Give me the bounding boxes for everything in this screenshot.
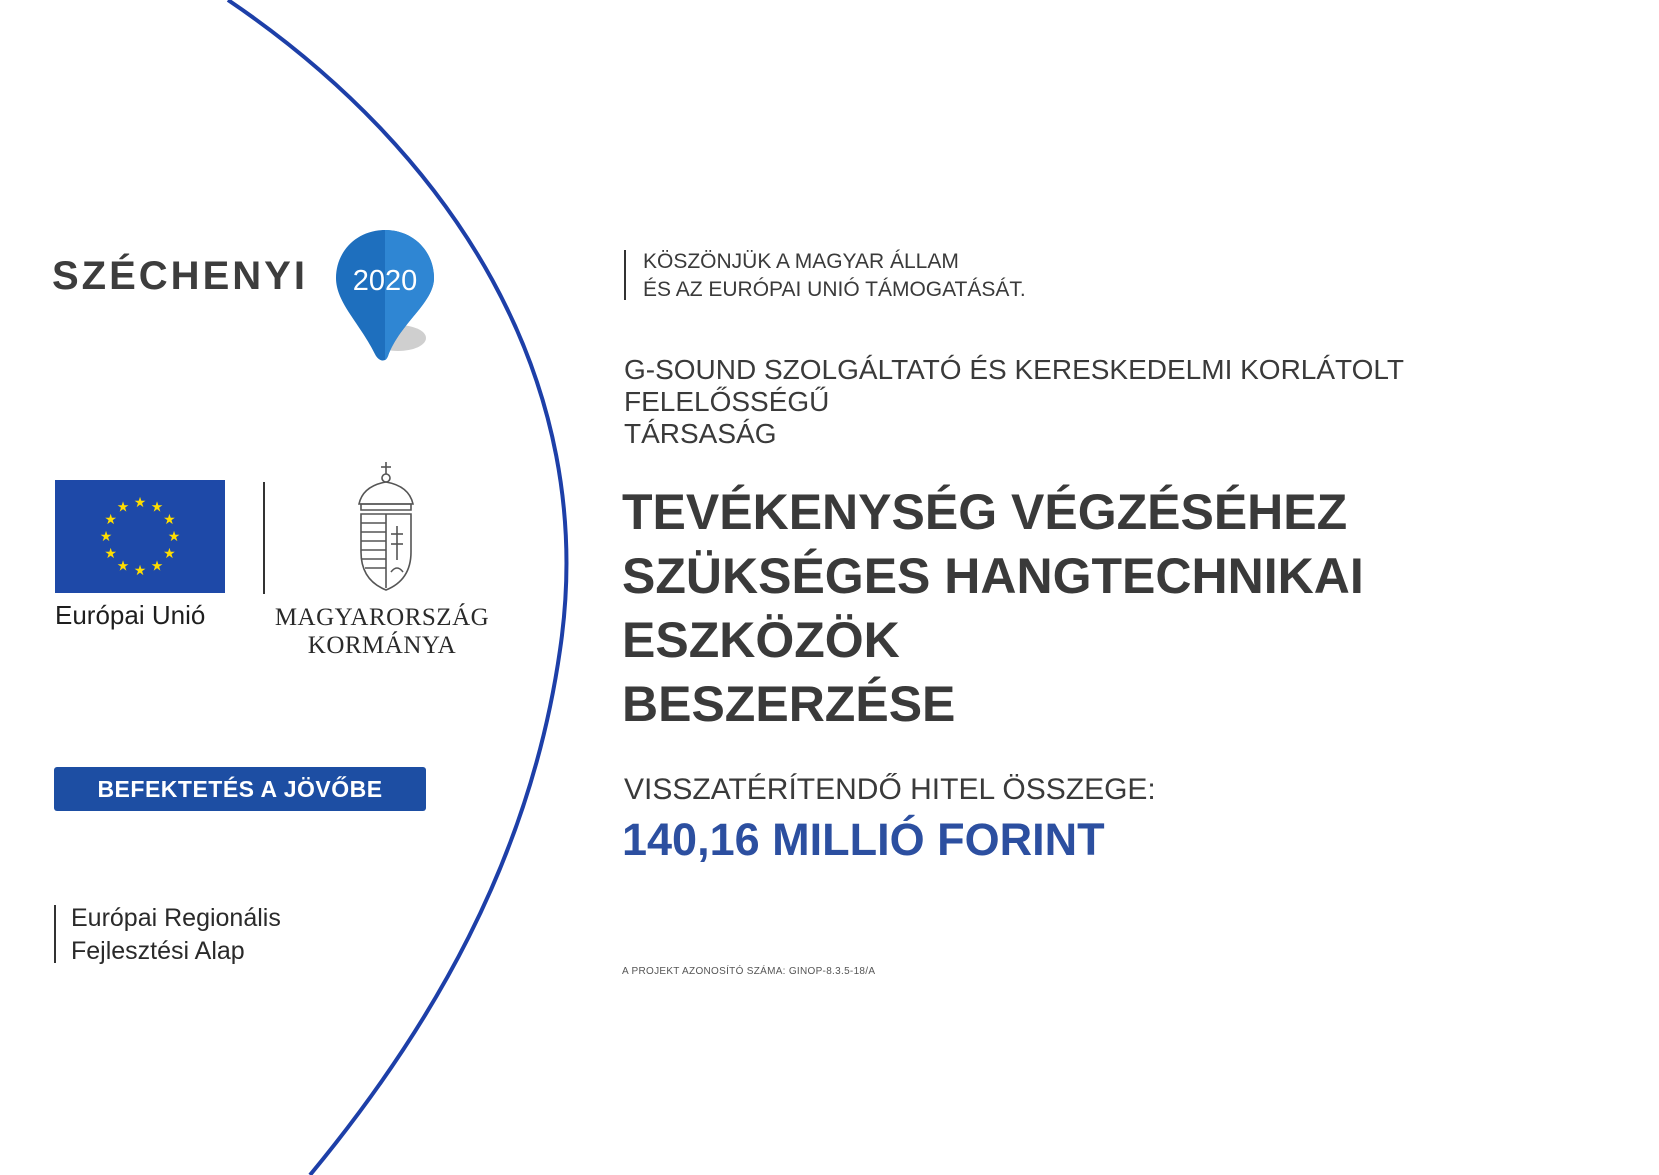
szechenyi-year: 2020: [352, 265, 418, 297]
eu-star-icon: ★: [116, 499, 130, 516]
loan-label: VISSZATÉRÍTENDŐ HITEL ÖSSZEGE:: [624, 773, 1156, 806]
logo-separator: [263, 482, 265, 594]
thanks-text: [643, 248, 1026, 304]
fund-label: [71, 902, 281, 968]
company-name: [624, 354, 1404, 450]
company-line3: TÁRSASÁG: [624, 418, 777, 449]
eu-star-icon: ★: [163, 546, 176, 562]
company-line1: G-SOUND SZOLGÁLTATÓ ÉS KERESKEDELMI KORLÁTOLT: [624, 354, 1405, 385]
eu-star-icon: ★: [133, 495, 147, 511]
government-label: [262, 604, 502, 660]
eu-star-icon: ★: [163, 512, 176, 528]
thanks-separator: [624, 250, 626, 300]
eu-star-icon: ★: [104, 512, 117, 528]
eu-label: Európai Unió: [55, 600, 206, 630]
thanks-line2: ÉS AZ EURÓPAI UNIÓ TÁMOGATÁSÁT.: [643, 278, 1026, 301]
government-label-line1: MAGYARORSZÁG: [274, 604, 490, 631]
eu-star-icon: ★: [133, 563, 147, 579]
project-title-line2: SZÜKSÉGES HANGTECHNIKAI: [622, 548, 1364, 604]
government-label-line2: KORMÁNYA: [307, 632, 457, 659]
eu-flag-icon: [55, 480, 225, 593]
fund-separator: [54, 905, 56, 963]
project-title-line1: TEVÉKENYSÉG VÉGZÉSÉHEZ: [622, 484, 1348, 540]
project-id: A PROJEKT AZONOSÍTÓ SZÁMA: GINOP-8.3.5-18/A: [622, 966, 876, 977]
eu-star-icon: ★: [150, 499, 164, 516]
loan-amount: 140,16 MILLIÓ FORINT: [622, 814, 1105, 865]
eu-star-icon: ★: [104, 546, 117, 562]
eu-star-icon: ★: [167, 529, 181, 545]
project-title-line4: BESZERZÉSE: [622, 676, 956, 732]
thanks-line1: KÖSZÖNJÜK A MAGYAR ÁLLAM: [643, 250, 959, 273]
map-pin-icon: [330, 228, 440, 363]
slogan-banner: BEFEKTETÉS A JÖVŐBE: [54, 767, 426, 811]
eu-star-icon: ★: [99, 529, 113, 545]
szechenyi-logo-text: SZÉCHENYI: [52, 254, 308, 298]
eu-star-icon: ★: [150, 558, 164, 575]
hungarian-coat-of-arms-icon: [353, 460, 419, 592]
fund-label-line1: Európai Regionális: [71, 904, 281, 932]
fund-label-line2: Fejlesztési Alap: [71, 937, 245, 965]
company-line2: FELELŐSSÉGŰ: [624, 386, 830, 417]
project-title-line3: ESZKÖZÖK: [622, 612, 900, 668]
project-title: [622, 480, 1364, 736]
eu-star-icon: ★: [116, 558, 130, 575]
